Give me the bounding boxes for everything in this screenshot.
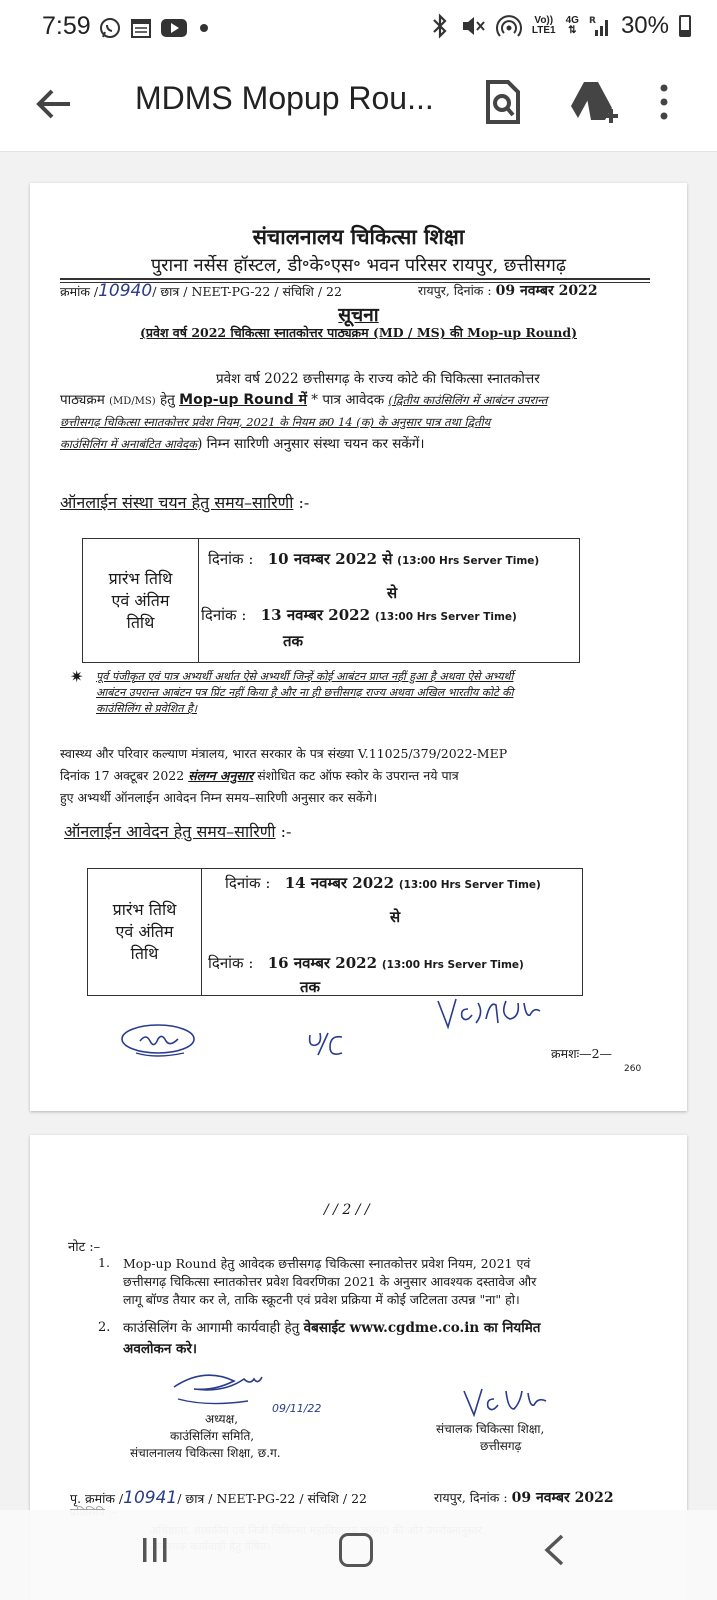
section1-heading: ऑनलाईन संस्था चयन हेतु समय–सारिणी :- (60, 493, 310, 512)
back-arrow-icon[interactable] (30, 80, 78, 128)
signature-initials (306, 1027, 346, 1061)
add-to-drive-icon[interactable] (568, 78, 620, 126)
schedule-2-middle: से (390, 908, 401, 926)
para1-line1: प्रवेश वर्ष 2022 छत्तीसगढ़ के राज्य कोटे की चिकित्सा स्नातकोत्तर (216, 371, 540, 387)
schedule-2-label: प्रारंभ तिथि एवं अंतिम तिथि (88, 869, 202, 995)
back-icon[interactable] (542, 1533, 566, 1567)
footnote-mark: ✷ (70, 667, 84, 686)
battery-percent: 30% (620, 12, 669, 39)
navigation-bar (0, 1510, 717, 1600)
4g-icon: 4G ⇅ (565, 15, 579, 36)
app-bar (0, 56, 717, 152)
note-2-line2: अवलोकन करे। (123, 1341, 198, 1357)
schedule-1-middle: से (387, 584, 398, 602)
signature-director (460, 1385, 550, 1421)
home-icon[interactable] (339, 1533, 373, 1567)
reference-date: रायपुर, दिनांक : 09 नवम्बर 2022 (418, 283, 598, 299)
note-1-line3: लागू बॉण्ड तैयार कर ले, ताकि स्क्रूटनी एवं प्रवेश प्रक्रिया में कोई जटिलता उत्पन्न "ना" हो। (123, 1292, 520, 1307)
page-number: / / 2 / / (324, 1202, 370, 1218)
schedule-table-2 (87, 868, 583, 996)
para1-line4: काउंसिलिंग में अनाबंटित आवेदक) निम्न सारिणी अनुसार संस्था चयन कर सकेंगें। (60, 436, 425, 452)
status-bar (0, 0, 717, 56)
calendar-icon (130, 17, 152, 39)
status-time: 7:59 (42, 12, 91, 40)
dot-icon (196, 17, 212, 39)
notice-title: सूचना (338, 304, 379, 326)
schedule-2-end: दिनांक : 16 नवम्बर 2022 (13:00 Hrs Server Time) (208, 954, 524, 972)
youtube-icon (160, 17, 188, 39)
signal-icon (589, 14, 611, 38)
hotspot-icon (496, 13, 522, 39)
chairman-department: संचालनालय चिकित्सा शिक्षा, छ.ग. (130, 1446, 281, 1460)
note-label: नोट :– (68, 1240, 101, 1255)
continued-marker: क्रमशः—2— (551, 1046, 613, 1061)
para2-line3: हुए अभ्यर्थी ऑनलाईन आवेदन निम्न समय–सारिणी अनुसार कर सकेंगे। (60, 790, 378, 805)
signature-left (118, 1019, 198, 1063)
schedule-1-end: दिनांक : 13 नवम्बर 2022 (13:00 Hrs Server Time) (201, 606, 517, 624)
note-2-number: 2. (98, 1320, 111, 1335)
signature-date: 09/11/22 (272, 1402, 322, 1415)
recents-icon[interactable] (140, 1535, 170, 1565)
section2-heading: ऑनलाईन आवेदन हेतु समय–सारिणी :- (64, 822, 292, 841)
whatsapp-icon (98, 16, 122, 40)
note-1-number: 1. (98, 1255, 110, 1270)
footnote-line3: काउंसिलिंग से प्रवेशित है। (96, 702, 198, 715)
note-2-line1: काउंसिलिंग के आगामी कार्यवाही हेतु वेबसाईट www.cgdme.co.in का नियमित (123, 1320, 541, 1336)
reference-number: क्रमांक /10940/ छात्र / NEET-PG-22 / संचिशि / 22 (60, 281, 342, 301)
schedule-table-1 (82, 538, 580, 663)
schedule-1-start: दिनांक : 10 नवम्बर 2022 से (13:00 Hrs Server Time) (208, 550, 540, 568)
reference-date-2: रायपुर, दिनांक : 09 नवम्बर 2022 (434, 1490, 614, 1506)
notification-icons (98, 16, 212, 40)
schedule-2-start: दिनांक : 14 नवम्बर 2022 (13:00 Hrs Server Time) (225, 874, 541, 892)
footnote-line2: आबंटन उपरान्त आबंटन पत्र प्रिंट नहीं किया है और ना ही छत्तीसगढ़ राज्य अथवा अखिल भारतीय कोटे की (96, 686, 514, 699)
department-address: पुराना नर्सेस हॉस्टल, डी॰के॰एस॰ भवन परिसर रायपुर, छत्तीसगढ़ (150, 255, 567, 276)
more-vert-icon[interactable] (652, 78, 676, 126)
find-in-page-icon[interactable] (478, 78, 526, 126)
signature-right (434, 995, 544, 1035)
department-title: संचालनालय चिकित्सा शिक्षा (252, 224, 465, 249)
director-title: संचालक चिकित्सा शिक्षा, (436, 1422, 545, 1436)
schedule-1-label: प्रारंभ तिथि एवं अंतिम तिथि (83, 539, 199, 662)
chairman-title: अध्यक्ष, (205, 1412, 239, 1426)
document-title: MDMS Mopup Rou... (135, 80, 434, 116)
reference-number-2: पृ. क्रमांक /10941/ छात्र / NEET-PG-22 / संचिशि / 22 (70, 1488, 367, 1508)
bluetooth-icon (430, 13, 450, 39)
para1-line3: छत्तीसगढ़ चिकित्सा स्नातकोत्तर प्रवेश नियम, 2021 के नियम क्र0 14 (क) के अनुसार पात्र तथा द्वितीय (60, 415, 491, 429)
para2-line2: दिनांक 17 अक्टूबर 2022 संलग्न अनुसार संशोधित कट ऑफ स्कोर के उपरान्त नये पात्र (60, 768, 459, 783)
battery-icon (679, 15, 691, 37)
note-1-line1: Mop-up Round हेतु आवेदक छत्तीसगढ़ चिकित्सा स्नातकोत्तर प्रवेश नियम, 2021 एवं (123, 1256, 531, 1271)
document-page-1 (30, 183, 687, 1111)
footnote-line1: पूर्व पंजीकृत एवं पात्र अभ्यर्थी अर्थात ऐसे अभ्यर्थी जिन्हें कोई आबंटन प्राप्त नहीं हुआ है अथवा ऐसे अभ्यर्थी (96, 670, 514, 683)
schedule-2-until: तक (300, 978, 321, 996)
volte-icon: Vo)) LTE1 (531, 15, 556, 36)
mute-icon (460, 13, 486, 39)
note-1-line2: छत्तीसगढ़ चिकित्सा स्नातकोत्तर प्रवेश विवरणिका 2021 के अनुसार आवश्यक दस्तावेज और (123, 1274, 537, 1289)
schedule-1-until: तक (283, 632, 304, 650)
director-state: छत्तीसगढ़ (480, 1439, 522, 1453)
notice-subtitle: (प्रवेश वर्ष 2022 चिकित्सा स्नातकोत्तर पाठ्यक्रम (MD / MS) की Mop-up Round) (139, 325, 578, 340)
signature-chairman (168, 1365, 328, 1425)
svg-text:R: R (588, 16, 596, 26)
system-icons (430, 12, 691, 40)
page-mark: 260 (624, 1064, 642, 1074)
header-rule (60, 278, 650, 280)
para2-line1: स्वास्थ्य और परिवार कल्याण मंत्रालय, भारत सरकार के पत्र संख्या V.11025/379/2022-MEP (60, 746, 508, 761)
para1-line2: पाठ्यक्रम (MD/MS) हेतु Mop-up Round में * पात्र आवेदक (द्वितीय काउंसिलिंग में आबंटन उपरान्त (60, 392, 548, 408)
chairman-committee: काउंसिलिंग समिति, (170, 1429, 255, 1443)
